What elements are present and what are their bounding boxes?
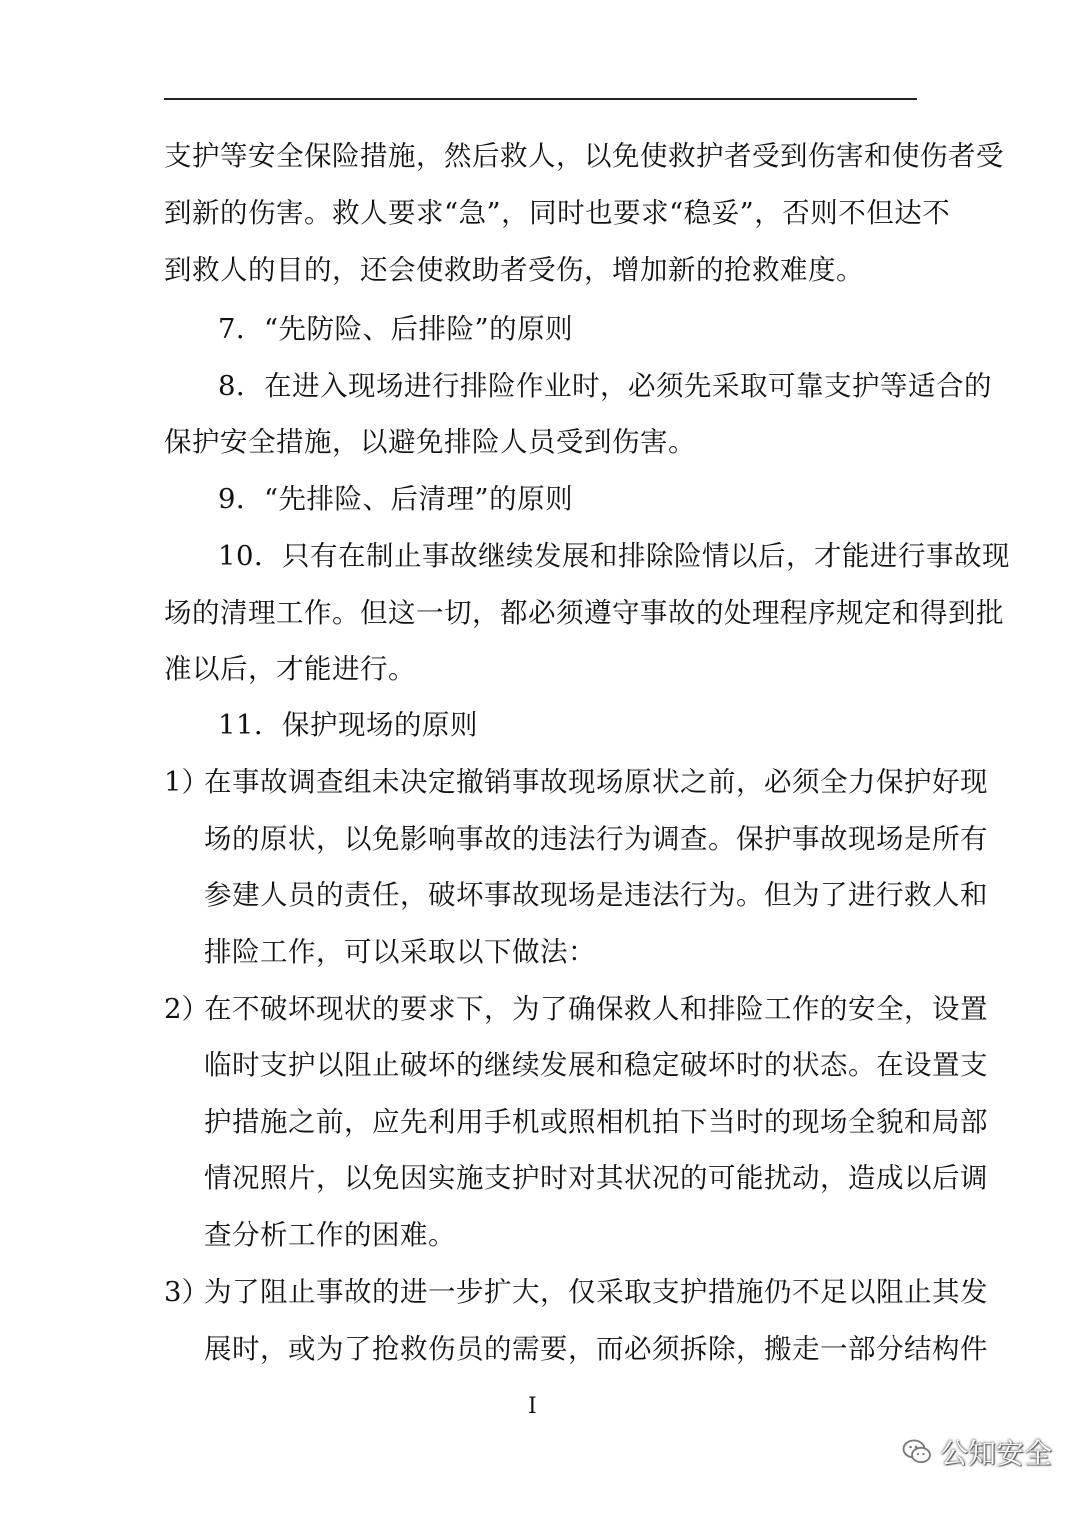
list-item-line: 展时，或为了抢救伤员的需要，而必须拆除，搬走一部分结构件 bbox=[204, 1333, 988, 1365]
list-item-line: 临时支护以阻止破坏的继续发展和稳定破坏时的状态。在设置支 bbox=[204, 1049, 988, 1081]
list-item-line: 护措施之前，应先利用手机或照相机拍下当时的现场全貌和局部 bbox=[204, 1106, 988, 1138]
list-item-line: 情况照片，以免因实施支护时对其状况的可能扰动，造成以后调 bbox=[204, 1162, 988, 1194]
body-line: 到新的伤害。救人要求“急”，同时也要求“稳妥”，否则不但达不 bbox=[164, 197, 951, 229]
list-item-line: 排险工作，可以采取以下做法： bbox=[204, 936, 596, 968]
list-item-line: 场的原状，以免影响事故的违法行为调查。保护事故现场是所有 bbox=[204, 823, 988, 855]
body-line: 支护等安全保险措施，然后救人，以免使救护者受到伤害和使伤者受 bbox=[164, 140, 1004, 172]
list-item-line: 查分析工作的困难。 bbox=[204, 1219, 456, 1251]
body-line: 8．在进入现场进行排险作业时，必须先采取可靠支护等适合的 bbox=[218, 370, 992, 402]
list-item-line: 在事故调查组未决定撤销事故现场原状之前，必须全力保护好现 bbox=[204, 766, 988, 798]
list-item-line: 在不破坏现状的要求下，为了确保救人和排险工作的安全，设置 bbox=[204, 993, 988, 1025]
list-item-line: 参建人员的责任，破坏事故现场是违法行为。但为了进行救人和 bbox=[204, 879, 988, 911]
section-heading: 11．保护现场的原则 bbox=[218, 709, 478, 741]
section-heading: 7．“先防险、后排险”的原则 bbox=[218, 313, 574, 345]
list-marker: 1） bbox=[164, 766, 209, 798]
list-item-line: 为了阻止事故的进一步扩大，仅采取支护措施仍不足以阻止其发 bbox=[204, 1276, 988, 1308]
watermark-text: 公知安全 bbox=[940, 1437, 1053, 1470]
header-rule bbox=[164, 98, 917, 100]
body-line: 准以后，才能进行。 bbox=[164, 653, 416, 685]
section-heading: 9．“先排险、后清理”的原则 bbox=[218, 483, 574, 515]
page-number: I bbox=[528, 1394, 537, 1419]
watermark bbox=[902, 1432, 1052, 1472]
list-marker: 2） bbox=[164, 993, 209, 1025]
body-line: 保护安全措施，以避免排险人员受到伤害。 bbox=[164, 426, 696, 458]
body-line: 到救人的目的，还会使救助者受伤，增加新的抢救难度。 bbox=[164, 254, 864, 286]
body-line: 场的清理工作。但这一切，都必须遵守事故的处理程序规定和得到批 bbox=[164, 597, 1004, 629]
wechat-icon bbox=[902, 1438, 932, 1466]
list-marker: 3） bbox=[164, 1276, 209, 1308]
body-line: 10．只有在制止事故继续发展和排除险情以后，才能进行事故现 bbox=[218, 540, 1010, 572]
